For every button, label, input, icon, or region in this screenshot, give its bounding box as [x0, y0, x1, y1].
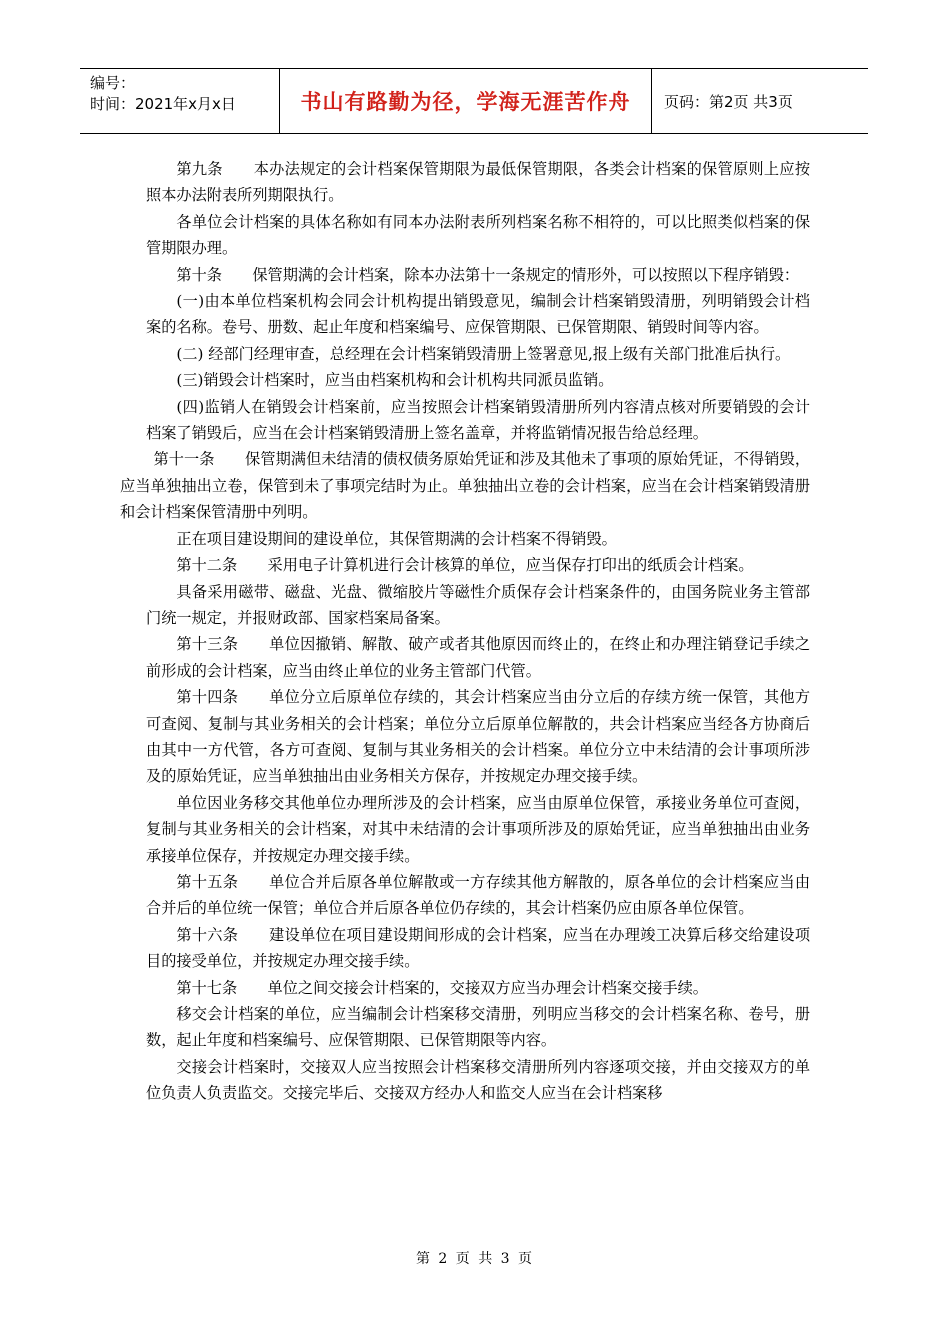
paragraph: 第十四条 单位分立后原单位存续的，其会计档案应当由分立后的存续方统一保管，其他方可查阅、复制与其业务相关的会计档案；单位分立后原单位解散的，共会计档案应当经各方协商后由其中一方代管，各方可查阅、复制与其业务相关的会计档案。单位分立中未结清的会计事项所涉及的原始凭证，应当单独抽出由业务相关方保存，并按规定办理交接手续。 — [146, 688, 810, 786]
paragraph: (四)监销人在销毁会计档案前，应当按照会计档案销毁清册所列内容清点核对所要销毁的会计档案了销毁后，应当在会计档案销毁清册上签名盖章，并将监销情况报告给总经理。 — [146, 397, 810, 443]
page-footer: 第 2 页 共 3 页 — [415, 1251, 535, 1267]
paragraph: 正在项目建设期间的建设单位，其保管期满的会计档案不得销毁。 — [176, 529, 617, 548]
paragraph: 各单位会计档案的具体名称如有同本办法附表所列档案名称不相符的，可以比照类似档案的保管期限办理。 — [146, 212, 810, 258]
paragraph: 第十三条 单位因撤销、解散、破产或者其他原因而终止的，在终止和办理注销登记手续之前形成的会计档案，应当由终止单位的业务主管部门代管。 — [146, 635, 810, 680]
paragraph: 第十六条 建设单位在项目建设期间形成的会计档案，应当在办理竣工决算后移交给建设项目的接受单位，并按规定办理交接手续。 — [146, 925, 810, 971]
paragraph: (二) 经部门经理审查，总经理在会计档案销毁清册上签署意见,报上级有关部门批准后执行。 — [176, 344, 791, 363]
document-body — [120, 156, 810, 1107]
paragraph: (三)销毁会计档案时，应当由档案机构和会计机构共同派员监销。 — [176, 371, 614, 390]
paragraph: 第十五条 单位合并后原各单位解散或一方存续其他方解散的，原各单位的会计档案应当由合并后的单位统一保管；单位合并后原各单位仍存续的，其会计档案仍应由原各单位保管。 — [146, 872, 810, 918]
paragraph: 第九条 本办法规定的会计档案保管期限为最低保管期限，各类会计档案的保管原则上应按照本办法附表所列期限执行。 — [146, 160, 810, 205]
paragraph: 单位因业务移交其他单位办理所涉及的会计档案，应当由原单位保管，承接业务单位可查阅，复制与其业务相关的会计档案，对其中未结清的会计事项所涉及的原始凭证，应当单独抽出由业务承接单位保存，并按规定办理交接手续。 — [146, 793, 810, 865]
paragraph: (一)由本单位档案机构会同会计机构提出销毁意见，编制会计档案销毁清册，列明销毁会计档案的名称。卷号、册数、起止年度和档案编号、应保管期限、已保管期限、销毁时间等内容。 — [146, 292, 810, 337]
paragraph: 具备采用磁带、磁盘、光盘、微缩胶片等磁性介质保存会计档案条件的，由国务院业务主管部门统一规定，并报财政部、国家档案局备案。 — [146, 582, 810, 627]
paragraph: 第十七条 单位之间交接会计档案的，交接双方应当办理会计档案交接手续。 — [176, 978, 708, 997]
paragraph: 第十条 保管期满的会计档案，除本办法第十一条规定的情形外，可以按照以下程序销毁： — [176, 265, 800, 284]
header-page-info: 页码：第2页 共3页 — [664, 92, 793, 111]
paragraph: 交接会计档案时，交接双人应当按照会计档案移交清册所列内容逐项交接，并由交接双方的单位负责人负责监交。交接完毕后、交接双方经办人和监交人应当在会计档案移 — [146, 1057, 810, 1103]
paragraph: 第十一条 保管期满但未结清的债权债务原始凭证和涉及其他未了事项的原始凭证，不得销毁，应当单独抽出立卷，保管到未了事项完结时为止。单独抽出立卷的会计档案，应当在会计档案销毁清册和会计档案保管清册中列明。 — [120, 450, 810, 522]
document-date: 时间：2021年x月x日 — [90, 95, 236, 113]
paragraph: 移交会计档案的单位，应当编制会计档案移交清册，列明应当移交的会计档案名称、卷号，册数，起止年度和档案编号、应保管期限、已保管期限等内容。 — [146, 1005, 810, 1050]
document-number: 编号： — [90, 74, 136, 92]
header-motto: 书山有路勤为径，学海无涯苦作舟 — [280, 69, 652, 133]
header-meta — [80, 69, 280, 133]
page-header — [80, 68, 868, 134]
paragraph: 第十二条 采用电子计算机进行会计核算的单位，应当保存打印出的纸质会计档案。 — [176, 556, 754, 575]
